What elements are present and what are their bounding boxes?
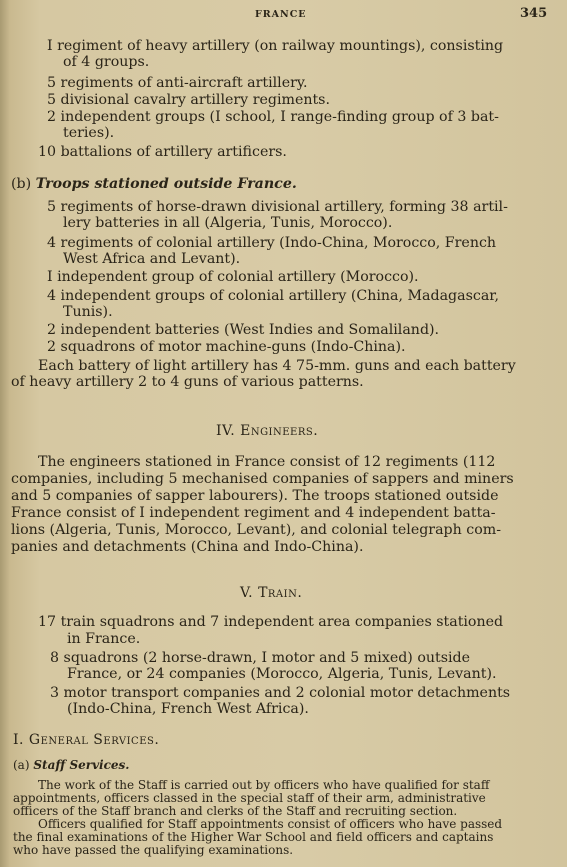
paragraph-line: Officers qualified for Staff appointments consist of officers who have passed (38, 817, 503, 831)
page-number: 345 (520, 6, 548, 21)
paragraph-line: the final examinations of the Higher War School and field officers and captains (13, 830, 494, 844)
paragraph-line: companies, including 5 mechanised companies of sappers and miners (11, 471, 514, 487)
paragraph-line: and 5 companies of sapper labourers). The troops stationed outside (11, 488, 499, 504)
list-item: 17 train squadrons and 7 independent area companies stationed (38, 614, 504, 630)
list-item-continuation: Tunis). (63, 304, 113, 320)
paragraph-line: of heavy artillery 2 to 4 guns of various patterns. (11, 374, 364, 390)
subsection-marker: (a) (13, 758, 30, 772)
paragraph-line: lions (Algeria, Tunis, Morocco, Levant), and colonial telegraph com- (11, 522, 501, 538)
list-item: 5 regiments of horse-drawn divisional artillery, forming 38 artil- (47, 199, 508, 215)
list-item: 4 regiments of colonial artillery (Indo-China, Morocco, French (47, 235, 497, 251)
running-head: FRANCE (255, 9, 307, 20)
list-item-continuation: (Indo-China, French West Africa). (67, 701, 309, 717)
list-item: 5 divisional cavalry artillery regiments. (47, 92, 330, 108)
list-item: 2 squadrons of motor machine-guns (Indo-China). (47, 339, 406, 355)
list-item: 3 motor transport companies and 2 colonial motor detachments (50, 685, 511, 701)
section-title: Troops stationed outside France. (35, 176, 297, 192)
list-item: 5 regiments of anti-aircraft artillery. (47, 75, 308, 91)
list-item-continuation: teries). (63, 125, 115, 141)
list-item: 2 independent groups (I school, I range-finding group of 3 bat- (47, 109, 499, 125)
paragraph-line: Each battery of light artillery has 4 75-mm. guns and each battery (38, 358, 516, 374)
list-item: I regiment of heavy artillery (on railway mountings), consisting (47, 38, 504, 54)
list-item: 10 battalions of artillery artificers. (38, 144, 287, 160)
paragraph-line: officers of the Staff branch and clerks of the Staff and recruiting section. (13, 804, 458, 818)
list-item-continuation: West Africa and Levant). (63, 251, 241, 267)
paragraph-line: appointments, officers classed in the special staff of their arm, administrative (13, 791, 486, 805)
list-item-continuation: in France. (67, 631, 141, 647)
list-item: 2 independent batteries (West Indies and Somaliland). (47, 322, 440, 338)
paragraph-line: who have passed the qualifying examinations. (13, 843, 294, 857)
list-item-continuation: France, or 24 companies (Morocco, Algeria, Tunis, Levant). (67, 666, 497, 682)
list-item-continuation: lery batteries in all (Algeria, Tunis, Morocco). (63, 215, 393, 231)
section-b-heading (11, 176, 297, 192)
general-services-heading: I. General Services. (13, 732, 160, 748)
subsection-heading (13, 759, 129, 772)
train-heading: V. Train. (240, 585, 303, 601)
paragraph-line: France consist of I independent regiment and 4 independent batta- (11, 505, 496, 521)
section-marker: (b) (11, 176, 32, 192)
list-item: I independent group of colonial artillery (Morocco). (47, 269, 419, 285)
engineers-heading: IV. Engineers. (216, 423, 319, 439)
page-header (0, 6, 567, 26)
paragraph-line: panies and detachments (China and Indo-China). (11, 539, 364, 555)
subsection-title: Staff Services. (33, 758, 130, 772)
list-item-continuation: of 4 groups. (63, 54, 150, 70)
paragraph-line: The engineers stationed in France consist of 12 regiments (112 (38, 454, 496, 470)
paragraph-line: The work of the Staff is carried out by officers who have qualified for staff (38, 778, 490, 792)
list-item: 8 squadrons (2 horse-drawn, I motor and 5 mixed) outside (50, 650, 471, 666)
list-item: 4 independent groups of colonial artillery (China, Madagascar, (47, 288, 500, 304)
